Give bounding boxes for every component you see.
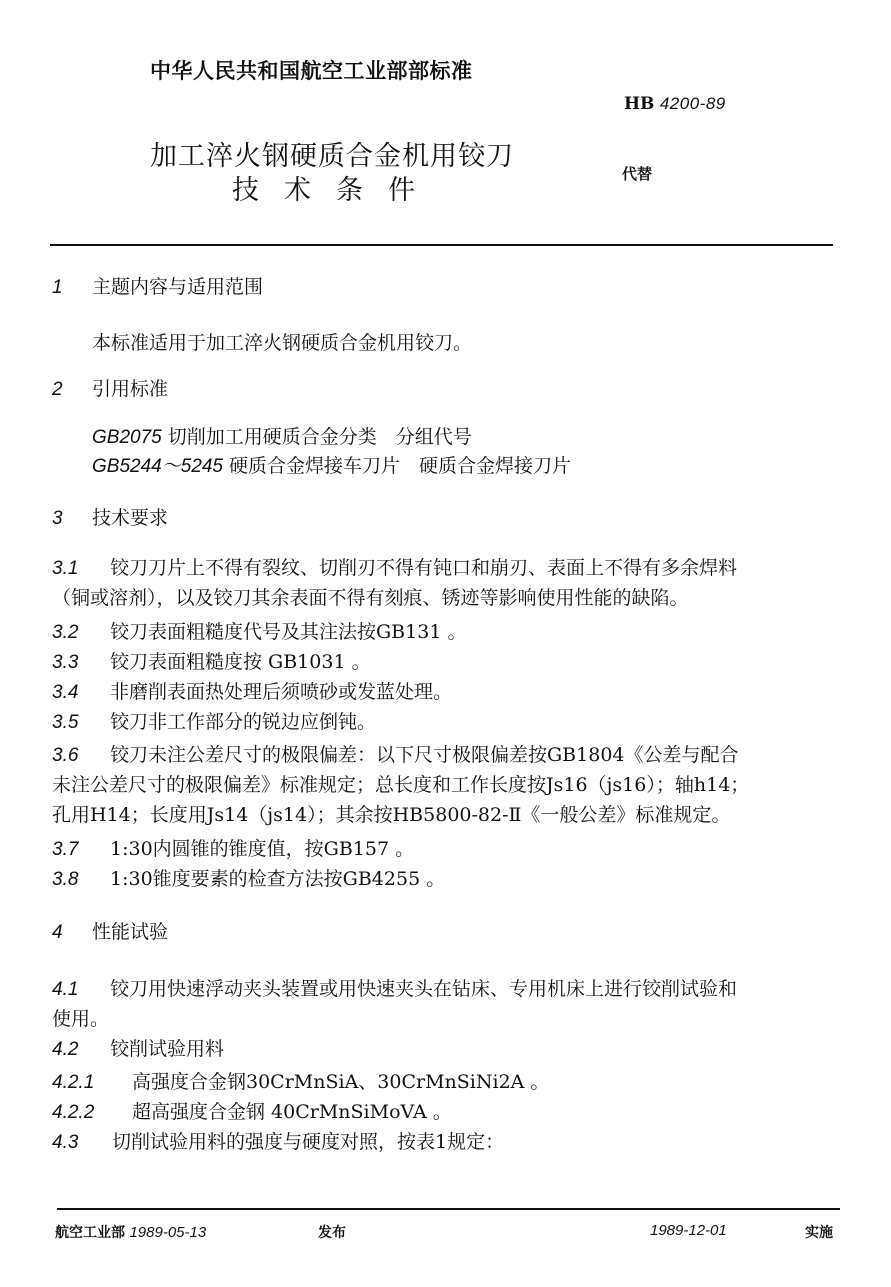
footer-divider (57, 1208, 840, 1210)
document-title-line1: 加工淬火钢硬质合金机用铰刀 (150, 141, 514, 172)
section-1-heading: 1 主题内容与适用范围 (52, 276, 264, 298)
reference-item: GB2075 切削加工用硬质合金分类 分组代号 (92, 426, 472, 448)
clause-3-3: 3.3 铰刀表面粗糙度按 GB1031 。 (52, 651, 371, 673)
section-2-heading: 2 引用标准 (52, 378, 169, 400)
clause-3-5: 3.5 铰刀非工作部分的锐边应倒钝。 (52, 711, 377, 733)
clause-3-2: 3.2 铰刀表面粗糙度代号及其注法按GB131 。 (52, 621, 467, 643)
effective-date: 1989-12-01 (650, 1222, 727, 1239)
standard-prefix: HB (624, 94, 655, 114)
clause-4-2-2: 4.2.2 超高强度合金钢 40CrMnSiMoVA 。 (52, 1101, 452, 1123)
clause-3-8: 3.8 1:30锥度要素的检查方法按GB4255 。 (52, 868, 446, 890)
issue-label: 发布 (318, 1225, 346, 1241)
effective-label: 实施 (805, 1225, 833, 1241)
footer-issuer: 航空工业部 1989-05-13 (55, 1224, 207, 1241)
section-4-heading: 4 性能试验 (52, 921, 169, 943)
issue-date: 1989-05-13 (129, 1224, 207, 1241)
clause-4-3: 4.3 切削试验用料的强度与硬度对照，按表1规定： (52, 1131, 505, 1153)
clause-3-6-cont: 孔用H14；长度用Js14（js14）；其余按HB5800-82-Ⅱ《一般公差》标准规定。 (52, 804, 731, 826)
clause-4-1: 4.1 铰刀用快速浮动夹头装置或用快速夹头在钻床、专用机床上进行铰削试验和 (52, 978, 738, 1000)
clause-4-2: 4.2 铰削试验用料 (52, 1038, 225, 1060)
standard-number: 4200-89 (659, 94, 726, 113)
standard-code (624, 94, 726, 114)
clause-4-2-1: 4.2.1 高强度合金钢30CrMnSiA、30CrMnSiNi2A 。 (52, 1071, 550, 1093)
clause-3-4: 3.4 非磨削表面热处理后须喷砂或发蓝处理。 (52, 681, 453, 703)
clause-3-1-cont: （铜或溶剂），以及铰刀其余表面不得有刻痕、锈迹等影响使用性能的缺陷。 (52, 587, 689, 609)
clause-3-1: 3.1 铰刀刀片上不得有裂纹、切削刃不得有钝口和崩刃、表面上不得有多余焊料 (52, 557, 738, 579)
clause-3-7: 3.7 1:30内圆锥的锥度值，按GB157 。 (52, 838, 415, 860)
header-divider (50, 244, 833, 246)
section-3-heading: 3 技术要求 (52, 507, 169, 529)
section-1-body: 本标准适用于加工淬火钢硬质合金机用铰刀。 (92, 332, 473, 354)
document-title-line2: 技术条件 (232, 175, 440, 206)
reference-item: GB5244～5245 硬质合金焊接车刀片 硬质合金焊接刀片 (92, 455, 572, 477)
clause-4-1-cont: 使用。 (52, 1008, 110, 1030)
replaces-label: 代替 (622, 165, 653, 183)
clause-3-6-cont: 未注公差尺寸的极限偏差》标准规定；总长度和工作长度按Js16（js16）；轴h14； (52, 774, 750, 796)
clause-3-6: 3.6 铰刀未注公差尺寸的极限偏差：以下尺寸极限偏差按GB1804《公差与配合 (52, 744, 739, 766)
issuing-organization: 中华人民共和国航空工业部部标准 (150, 59, 473, 83)
